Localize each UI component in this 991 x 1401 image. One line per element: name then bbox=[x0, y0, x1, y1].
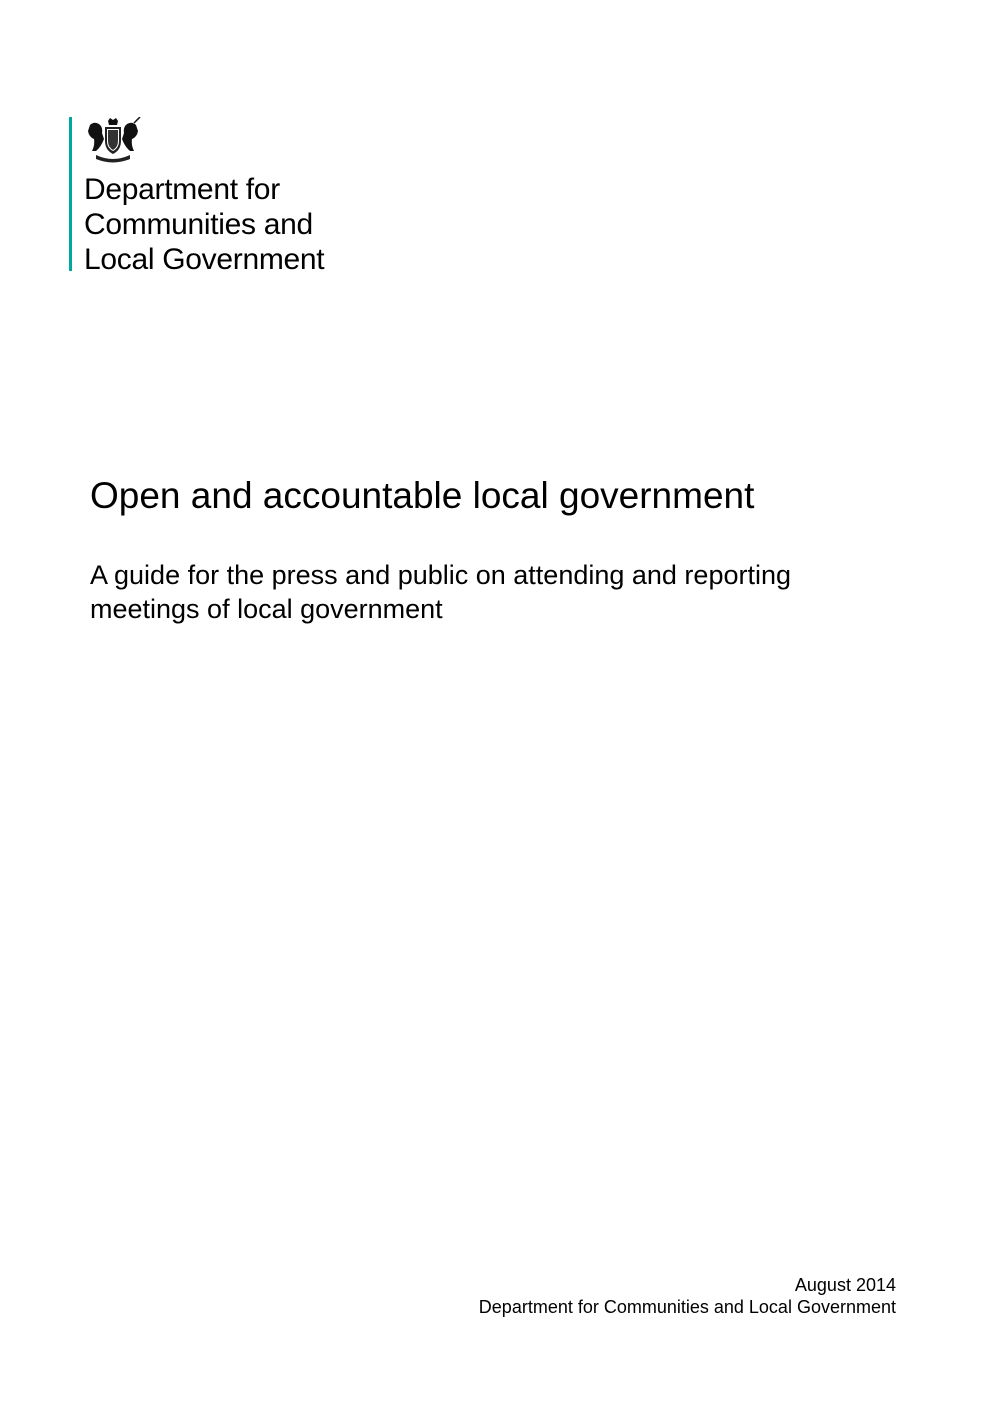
document-title: Open and accountable local government bbox=[90, 475, 755, 516]
publisher-name: Department for Communities and Local Government bbox=[478, 1297, 896, 1317]
publication-date: August 2014 bbox=[794, 1275, 896, 1295]
org-name-line-3: Local Government bbox=[84, 243, 325, 276]
org-name-line-1: Department for bbox=[84, 173, 280, 206]
org-name-line-2: Communities and bbox=[84, 208, 313, 241]
document-subtitle: A guide for the press and public on attending and reporting meetings of local government bbox=[90, 560, 791, 624]
royal-coat-of-arms-icon bbox=[84, 117, 142, 165]
organisation-name bbox=[84, 172, 324, 277]
logo-accent-bar bbox=[69, 117, 72, 271]
footer bbox=[479, 1274, 896, 1318]
